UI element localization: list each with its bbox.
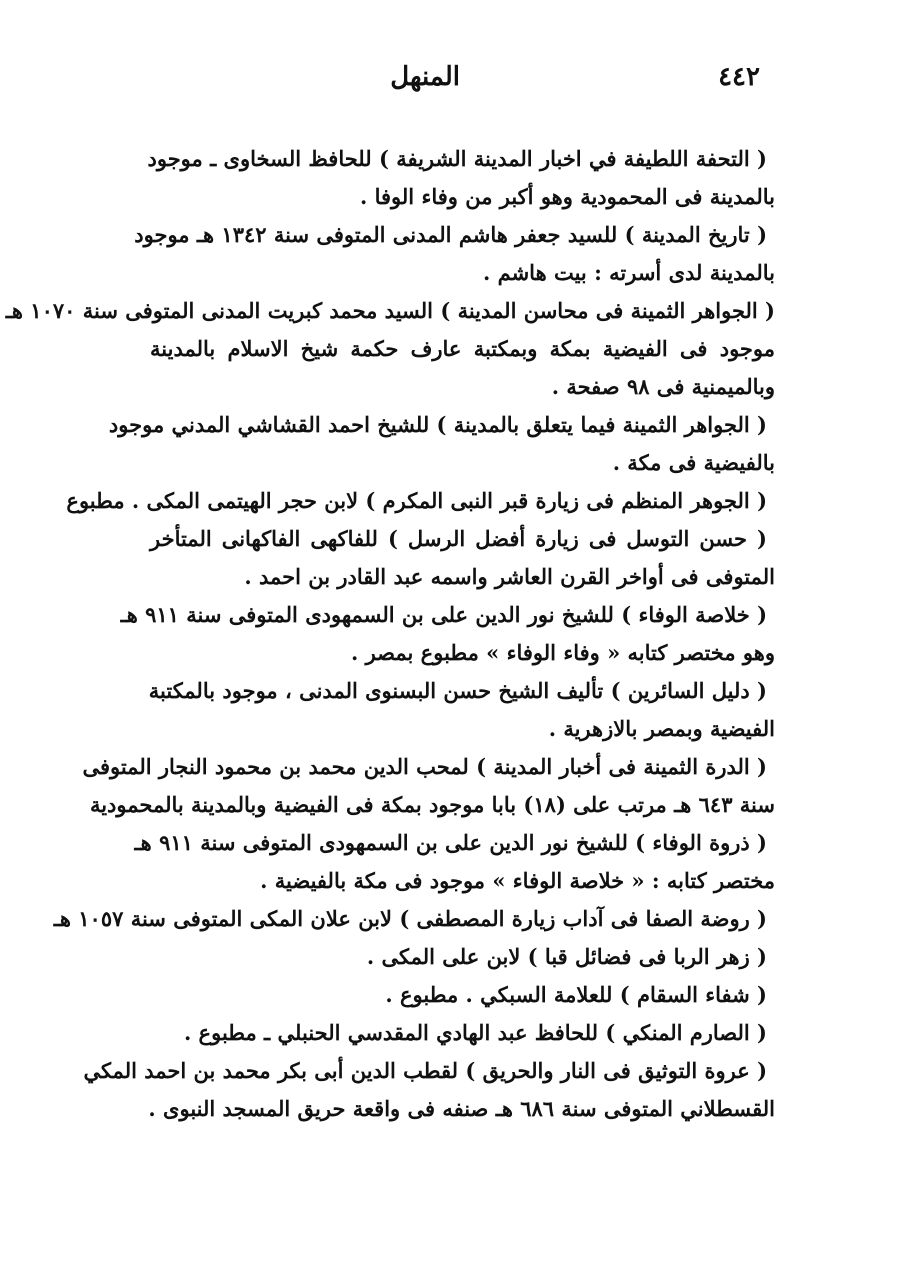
text-line: ( الجواهر الثمينة فى محاسن المدينة ) السيد محمد كبريت المدنى المتوفى سنة ١٠٧٠ هـ [5,298,775,323]
text-line: وهو مختصر كتابه « وفاء الوفاء » مطبوع بمصر . [350,640,775,665]
page-number: ٤٤٢ [718,62,760,92]
text-line: ( ذروة الوفاء ) للشيخ نور الدين على بن السمهودى المتوفى سنة ٩١١ هـ [134,830,767,855]
text-line: بالمدينة لدى أسرته : بيت هاشم . [482,260,775,285]
text-line: مختصر كتابه : « خلاصة الوفاء » موجود فى مكة بالفيضية . [260,868,775,893]
text-line: ( خلاصة الوفاء ) للشيخ نور الدين على بن السمهودى المتوفى سنة ٩١١ هـ [120,602,767,627]
page-header [160,62,760,102]
text-line: موجود فى الفيضية بمكة وبمكتبة عارف حكمة شيخ الاسلام بالمدينة [150,336,775,361]
text-line: ( الجوهر المنظم فى زيارة قبر النبى المكرم ) لابن حجر الهيتمى المكى . مطبوع [66,488,767,513]
text-line: ( الدرة الثمينة فى أخبار المدينة ) لمحب الدين محمد بن محمود النجار المتوفى [82,754,767,779]
text-line: المتوفى فى أواخر القرن العاشر واسمه عبد القادر بن احمد . [244,564,775,589]
text-line: بالمدينة فى المحمودية وهو أكبر من وفاء الوفا . [360,184,775,209]
text-line: ( حسن التوسل فى زيارة أفضل الرسل ) للفاكهى الفاكهانى المتأخر [150,526,767,551]
text-line: بالفيضية فى مكة . [612,450,775,475]
text-line: ( تاريخ المدينة ) للسيد جعفر هاشم المدنى المتوفى سنة ١٣٤٢ هـ موجود [134,222,767,247]
text-line: ( زهر الربا فى فضائل قبا ) لابن على المكى . [366,944,767,969]
text-line: وبالميمنية فى ٩٨ صفحة . [551,374,775,399]
text-line: ( روضة الصفا فى آداب زيارة المصطفى ) لابن علان المكى المتوفى سنة ١٠٥٧ هـ [53,906,767,931]
text-line: ( الجواهر الثمينة فيما يتعلق بالمدينة ) للشيخ احمد القشاشي المدني موجود [108,412,767,437]
text-line: ( دليل السائرين ) تأليف الشيخ حسن البسنوى المدنى ، موجود بالمكتبة [148,678,767,703]
text-line: القسطلاني المتوفى سنة ٦٨٦ هـ صنفه فى واقعة حريق المسجد النبوى . [148,1096,775,1121]
text-line: ( شفاء السقام ) للعلامة السبكي . مطبوع . [385,982,767,1007]
text-line: سنة ٦٤٣ هـ مرتب على (١٨) بابا موجود بمكة فى الفيضية وبالمدينة بالمحمودية [89,792,775,817]
text-line: ( الصارم المنكي ) للحافظ عبد الهادي المقدسي الحنبلي ـ مطبوع . [183,1020,767,1045]
body-text [5,140,775,1128]
text-line: ( التحفة اللطيفة في اخبار المدينة الشريفة ) للحافظ السخاوى ـ موجود [147,146,767,171]
running-title: المنهل [390,62,460,92]
text-line: ( عروة التوثيق فى النار والحريق ) لقطب الدين أبى بكر محمد بن احمد المكي [83,1058,767,1083]
text-line: الفيضية وبمصر بالازهرية . [548,716,775,741]
